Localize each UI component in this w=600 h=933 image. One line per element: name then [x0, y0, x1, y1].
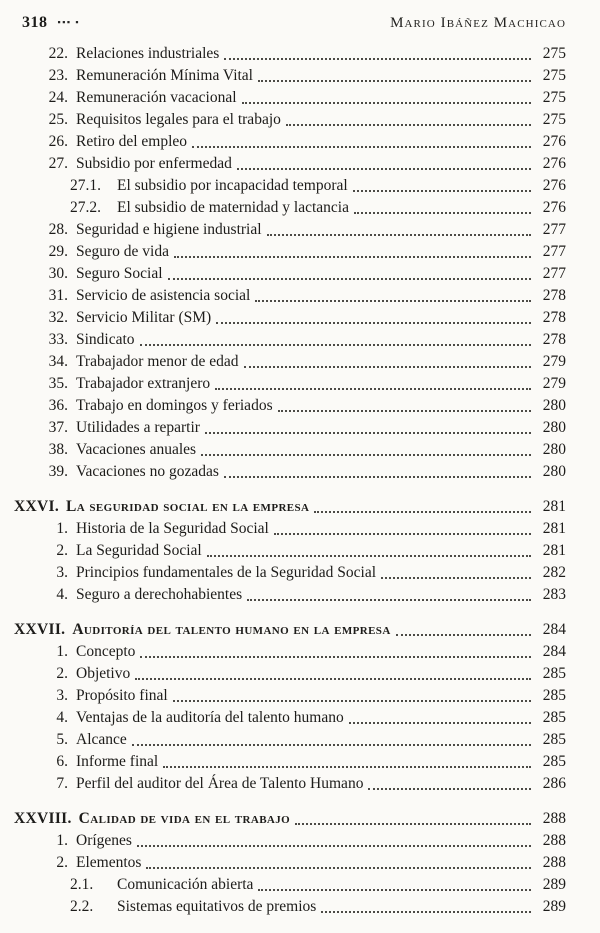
toc-entry-number: 1. [56, 832, 68, 849]
dotted-leader [244, 351, 531, 373]
toc-entry-page: 276 [542, 133, 566, 150]
toc-entry [14, 707, 566, 729]
toc-entry-title: Sistemas equitativos de premios [117, 898, 317, 915]
dotted-leader [258, 874, 531, 896]
toc-entry-title: Seguro Social [76, 265, 163, 282]
toc-entry-number: 38. [48, 441, 68, 458]
dotted-leader [146, 852, 531, 874]
dotted-leader [140, 641, 531, 663]
ornament-squares-icon: ▪▪▪ ▪ [57, 17, 81, 27]
toc-entry [14, 830, 566, 852]
toc-entry-title: Propósito final [76, 687, 168, 704]
toc-entry-title: La seguridad social en la empresa [66, 498, 310, 515]
dotted-leader [267, 219, 531, 241]
toc-entry-title: Elementos [76, 854, 142, 871]
toc-entry-number: 30. [48, 265, 68, 282]
dotted-leader [278, 395, 531, 417]
toc-entry-title: Vacaciones anuales [76, 441, 197, 458]
toc-entry-page: 282 [542, 564, 566, 581]
toc-entry [14, 729, 566, 751]
dotted-leader [286, 109, 531, 131]
toc-entry-number: 27. [48, 155, 68, 172]
toc-entry-title: Seguro de vida [76, 243, 169, 260]
toc-entry [14, 663, 566, 685]
toc-entry-page: 288 [542, 810, 566, 827]
toc-entry-title: Objetivo [76, 665, 131, 682]
dotted-leader [354, 197, 531, 219]
toc-entry [14, 461, 566, 483]
toc-entry-number: 22. [48, 45, 68, 62]
dotted-leader [137, 830, 531, 852]
toc-entry [14, 65, 566, 87]
toc-entry-page: 275 [542, 111, 566, 128]
dotted-leader [135, 663, 531, 685]
toc-entry-title: Requisitos legales para el trabajo [76, 111, 281, 128]
toc-entry-number: 6. [56, 753, 68, 770]
toc-entry [14, 263, 566, 285]
toc-entry-number: XXVI. [14, 498, 59, 515]
toc-entry-page: 277 [542, 221, 566, 238]
toc-entry-title: Retiro del empleo [76, 133, 188, 150]
toc-entry [14, 131, 566, 153]
toc-entry [14, 496, 566, 518]
dotted-leader [216, 307, 531, 329]
toc-entry [14, 175, 566, 197]
toc-entry-number: 3. [56, 564, 68, 581]
toc-entry [14, 619, 566, 641]
toc-entry-title: El subsidio de maternidad y lactancia [117, 199, 349, 216]
toc-entry-page: 276 [542, 177, 566, 194]
dotted-leader [140, 329, 531, 351]
toc-entry [14, 852, 566, 874]
toc-entry [14, 562, 566, 584]
dotted-leader [224, 461, 531, 483]
toc-entry-title: Subsidio por enfermedad [76, 155, 232, 172]
folio-page-number: 318 [22, 14, 48, 31]
toc-entry-page: 277 [542, 265, 566, 282]
toc-entry-number: 31. [48, 287, 68, 304]
toc-entry-title: La Seguridad Social [76, 542, 202, 559]
dotted-leader [192, 131, 531, 153]
toc-entry-page: 279 [542, 375, 566, 392]
dotted-leader [168, 263, 531, 285]
toc-entry-page: 278 [542, 309, 566, 326]
toc-entry [14, 329, 566, 351]
dotted-leader [258, 65, 531, 87]
toc-entry [14, 874, 566, 896]
toc-entry-page: 280 [542, 441, 566, 458]
toc-entry-number: 25. [48, 111, 68, 128]
toc-entry-number: 32. [48, 309, 68, 326]
toc-entry-page: 288 [542, 854, 566, 871]
toc-entry [14, 685, 566, 707]
toc-entry-title: Relaciones industriales [76, 45, 220, 62]
toc-entry [14, 518, 566, 540]
toc-entry-page: 277 [542, 243, 566, 260]
toc-entry-number: 3. [56, 687, 68, 704]
dotted-leader [201, 439, 531, 461]
toc-entry-page: 276 [542, 199, 566, 216]
toc-entry-number: 2. [56, 665, 68, 682]
toc-entry-title: Perfil del auditor del Área de Talento Humano [76, 775, 364, 792]
toc-entry-number: 27.2. [70, 199, 101, 216]
dotted-leader [242, 87, 531, 109]
toc-entry-number: 26. [48, 133, 68, 150]
dotted-leader [132, 729, 531, 751]
dotted-leader [368, 773, 531, 795]
toc-entry-number: 7. [56, 775, 68, 792]
toc-entry-title: Principios fundamentales de la Seguridad Social [76, 564, 377, 581]
toc-entry-page: 285 [542, 687, 566, 704]
toc-entry-number: 37. [48, 419, 68, 436]
dotted-leader [314, 496, 531, 518]
toc-entry-title: Historia de la Seguridad Social [76, 520, 269, 537]
toc-entry-title: Remuneración Mínima Vital [76, 67, 253, 84]
dotted-leader [255, 285, 531, 307]
toc-entry-title: Concepto [76, 643, 136, 660]
toc-entry-page: 285 [542, 665, 566, 682]
toc-entry-title: Servicio de asistencia social [76, 287, 251, 304]
toc-entry-page: 281 [542, 542, 566, 559]
toc-entry [14, 395, 566, 417]
toc-entry-page: 288 [542, 832, 566, 849]
toc-entry [14, 896, 566, 918]
running-head-author: Mario Ibáñez Machicao [390, 15, 566, 31]
toc-entry [14, 808, 566, 830]
toc-entry-title: Sindicato [76, 331, 135, 348]
toc-entry-title: Vacaciones no gozadas [76, 463, 219, 480]
dotted-leader [163, 751, 531, 773]
toc-entry-title: Comunicación abierta [117, 876, 254, 893]
toc-entry-page: 278 [542, 331, 566, 348]
toc-entry-title: Orígenes [76, 832, 132, 849]
toc-entry-number: 33. [48, 331, 68, 348]
toc-entry [14, 153, 566, 175]
toc-entry-page: 280 [542, 397, 566, 414]
dotted-leader [205, 417, 531, 439]
dotted-leader [207, 540, 531, 562]
toc-list [14, 43, 566, 918]
toc-entry-page: 275 [542, 45, 566, 62]
toc-entry [14, 307, 566, 329]
toc-entry-number: 4. [56, 709, 68, 726]
toc-entry-number: 24. [48, 89, 68, 106]
toc-entry [14, 219, 566, 241]
toc-entry [14, 584, 566, 606]
toc-entry [14, 373, 566, 395]
toc-entry-title: Alcance [76, 731, 127, 748]
toc-entry-title: Calidad de vida en el trabajo [78, 810, 291, 827]
toc-entry-number: 2. [56, 542, 68, 559]
toc-entry-number: 2.1. [70, 876, 94, 893]
toc-entry-number: 23. [48, 67, 68, 84]
toc-entry-number: 27.1. [70, 177, 101, 194]
toc-entry-number: 1. [56, 520, 68, 537]
toc-entry-page: 289 [542, 898, 566, 915]
dotted-leader [274, 518, 531, 540]
dotted-leader [353, 175, 531, 197]
toc-entry [14, 87, 566, 109]
toc-entry-page: 278 [542, 287, 566, 304]
toc-entry-number: 34. [48, 353, 68, 370]
toc-entry [14, 417, 566, 439]
toc-entry-page: 285 [542, 709, 566, 726]
toc-entry-page: 285 [542, 753, 566, 770]
toc-entry-title: Trabajo en domingos y feriados [76, 397, 273, 414]
toc-entry [14, 109, 566, 131]
toc-entry [14, 773, 566, 795]
toc-entry-number: XXVIII. [14, 810, 72, 827]
dotted-leader [173, 685, 531, 707]
toc-entry-page: 285 [542, 731, 566, 748]
toc-entry-title: Seguridad e higiene industrial [76, 221, 262, 238]
toc-entry-title: Informe final [76, 753, 159, 770]
toc-entry-number: 39. [48, 463, 68, 480]
toc-entry-number: XXVII. [14, 621, 66, 638]
toc-entry-page: 284 [542, 643, 566, 660]
toc-entry-number: 28. [48, 221, 68, 238]
toc-entry-title: Trabajador extranjero [76, 375, 211, 392]
toc-entry-title: El subsidio por incapacidad temporal [117, 177, 348, 194]
toc-entry-title: Auditoría del talento humano en la empresa [72, 621, 391, 638]
toc-entry [14, 540, 566, 562]
toc-entry-title: Ventajas de la auditoría del talento humano [76, 709, 344, 726]
toc-entry-title: Servicio Militar (SM) [76, 309, 212, 326]
toc-entry [14, 751, 566, 773]
toc-entry-number: 2. [56, 854, 68, 871]
header-left [22, 14, 80, 32]
dotted-leader [174, 241, 531, 263]
dotted-leader [247, 584, 531, 606]
toc-entry-number: 4. [56, 586, 68, 603]
dotted-leader [321, 896, 531, 918]
toc-entry-title: Remuneración vacacional [76, 89, 237, 106]
toc-entry-number: 2.2. [70, 898, 94, 915]
toc-entry-page: 286 [542, 775, 566, 792]
toc-entry [14, 285, 566, 307]
toc-entry [14, 241, 566, 263]
dotted-leader [295, 808, 531, 830]
toc-entry-title: Utilidades a repartir [76, 419, 200, 436]
toc-entry-page: 283 [542, 586, 566, 603]
toc-entry [14, 439, 566, 461]
toc-entry-page: 289 [542, 876, 566, 893]
toc-entry-title: Seguro a derechohabientes [76, 586, 243, 603]
toc-entry-page: 275 [542, 89, 566, 106]
toc-entry-number: 29. [48, 243, 68, 260]
toc-entry [14, 351, 566, 373]
toc-entry-page: 281 [542, 520, 566, 537]
toc-entry-number: 35. [48, 375, 68, 392]
toc-entry-number: 5. [56, 731, 68, 748]
dotted-leader [349, 707, 531, 729]
toc-entry-number: 36. [48, 397, 68, 414]
dotted-leader [237, 153, 531, 175]
dotted-leader [381, 562, 531, 584]
page-header [14, 14, 566, 32]
toc-entry-page: 280 [542, 419, 566, 436]
toc-entry-page: 280 [542, 463, 566, 480]
toc-entry-page: 281 [542, 498, 566, 515]
toc-entry [14, 197, 566, 219]
toc-entry [14, 43, 566, 65]
dotted-leader [215, 373, 531, 395]
dotted-leader [224, 43, 531, 65]
toc-entry-page: 284 [542, 621, 566, 638]
toc-entry-page: 279 [542, 353, 566, 370]
toc-entry-title: Trabajador menor de edad [76, 353, 239, 370]
toc-entry-page: 276 [542, 155, 566, 172]
toc-entry [14, 641, 566, 663]
toc-entry-number: 1. [56, 643, 68, 660]
dotted-leader [396, 619, 531, 641]
toc-entry-page: 275 [542, 67, 566, 84]
